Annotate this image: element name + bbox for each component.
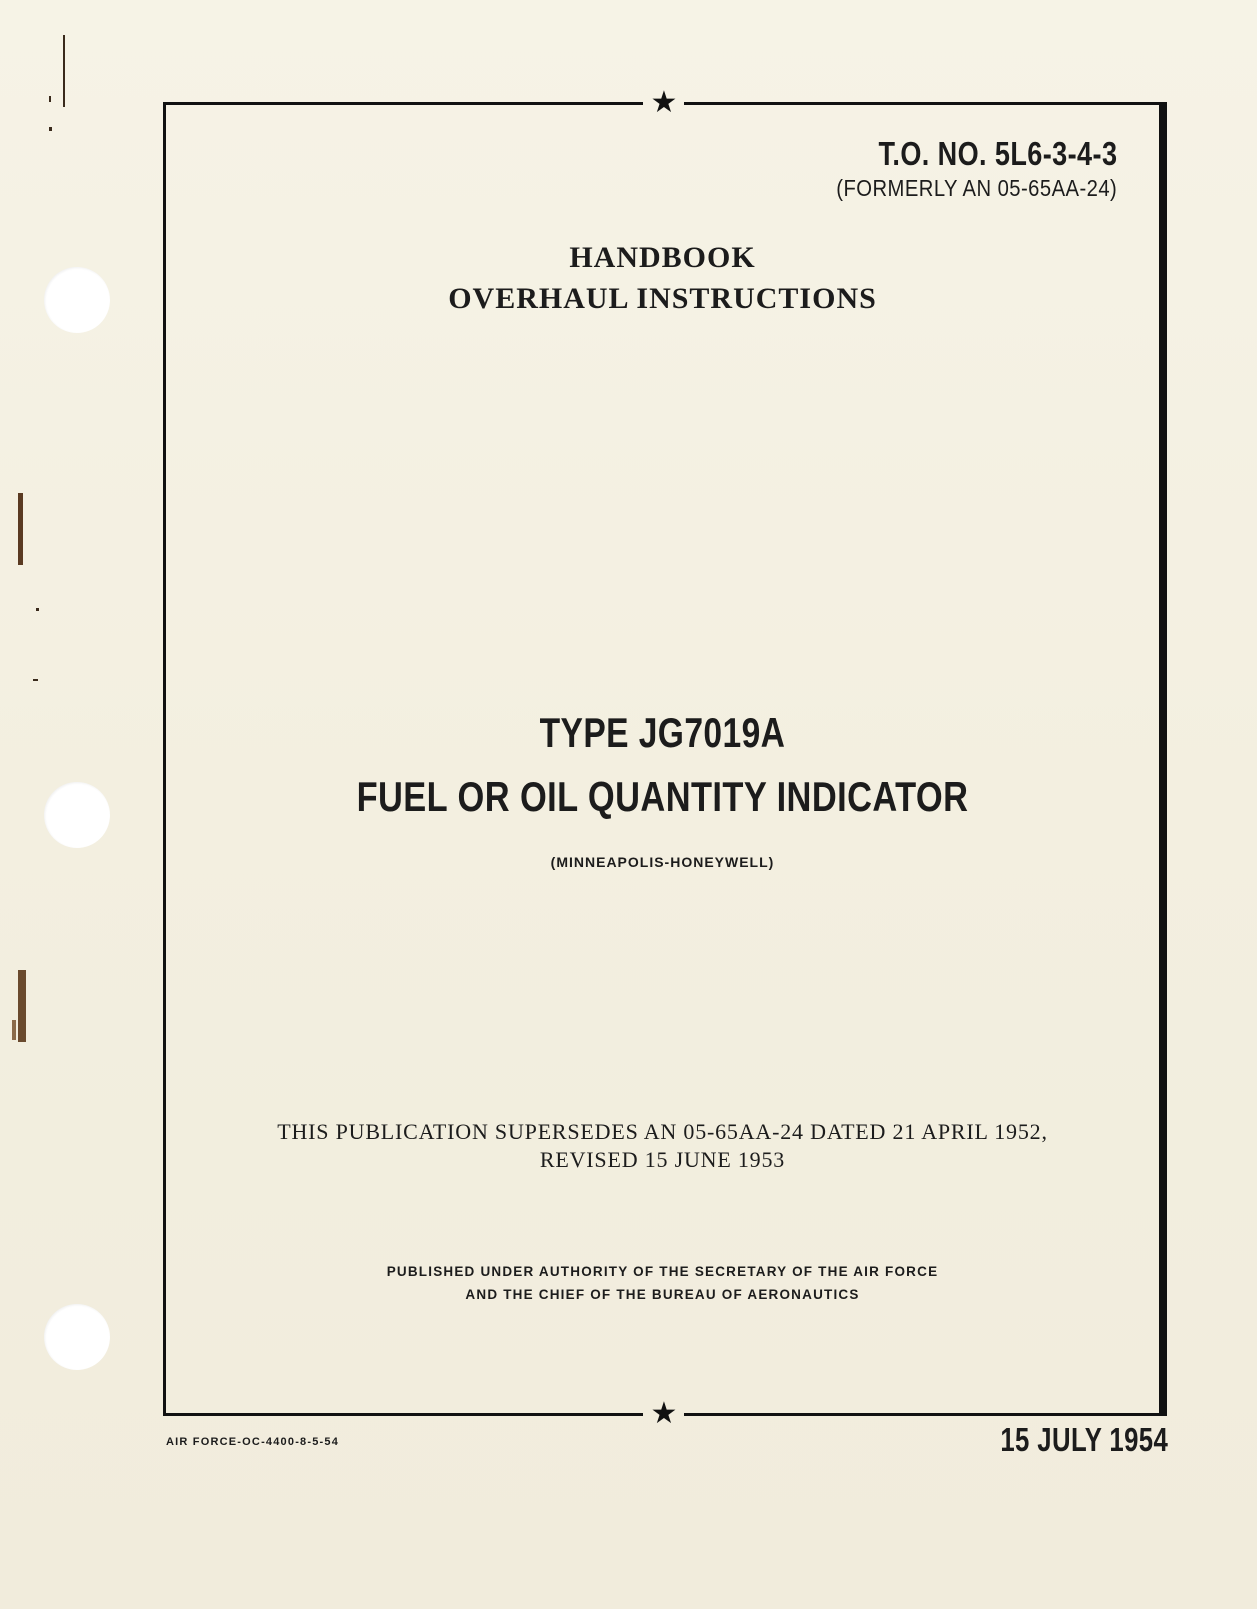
former-number: (FORMERLY AN 05-65AA-24): [836, 175, 1117, 201]
scan-mark: [49, 127, 52, 131]
star-ornament-bottom: ★: [650, 1396, 678, 1431]
scan-mark: [33, 679, 38, 681]
issue-date: 15 JULY 1954: [1000, 1421, 1168, 1458]
scan-mark: [12, 1020, 16, 1040]
binder-hole-bottom: [44, 1304, 110, 1370]
frame-bottom-right-rule: [684, 1413, 1167, 1416]
revision-notice: REVISED 15 JUNE 1953: [539, 1147, 786, 1172]
technical-order-number: T.O. NO. 5L6-3-4-3: [878, 135, 1117, 172]
scan-mark: [63, 35, 65, 107]
manufacturer: (MINNEAPOLIS-HONEYWELL): [550, 854, 775, 870]
star-ornament-top: ★: [650, 85, 678, 120]
scan-mark: [36, 608, 39, 611]
frame-bottom-left-rule: [163, 1413, 643, 1416]
equipment-type: TYPE JG7019A: [539, 709, 786, 756]
scan-mark: [49, 96, 51, 102]
binder-hole-top: [44, 267, 110, 333]
title-handbook: HANDBOOK: [569, 241, 756, 274]
frame-top-left-rule: [163, 102, 643, 105]
authority-statement-line2: AND THE CHIEF OF THE BUREAU OF AERONAUTICS: [465, 1287, 860, 1302]
equipment-name: FUEL OR OIL QUANTITY INDICATOR: [356, 773, 969, 820]
title-overhaul-instructions: OVERHAUL INSTRUCTIONS: [448, 282, 877, 315]
binder-hole-middle: [44, 782, 110, 848]
frame-right-rule: [1159, 102, 1167, 1416]
scan-mark: [18, 970, 26, 1042]
scan-mark: [18, 493, 23, 565]
supersession-notice: THIS PUBLICATION SUPERSEDES AN 05-65AA-24 DATED 21 APRIL 1952,: [277, 1119, 1048, 1144]
print-code: AIR FORCE-OC-4400-8-5-54: [166, 1436, 340, 1448]
frame-top-right-rule: [684, 102, 1167, 105]
authority-statement-line1: PUBLISHED UNDER AUTHORITY OF THE SECRETARY OF THE AIR FORCE: [386, 1264, 939, 1279]
